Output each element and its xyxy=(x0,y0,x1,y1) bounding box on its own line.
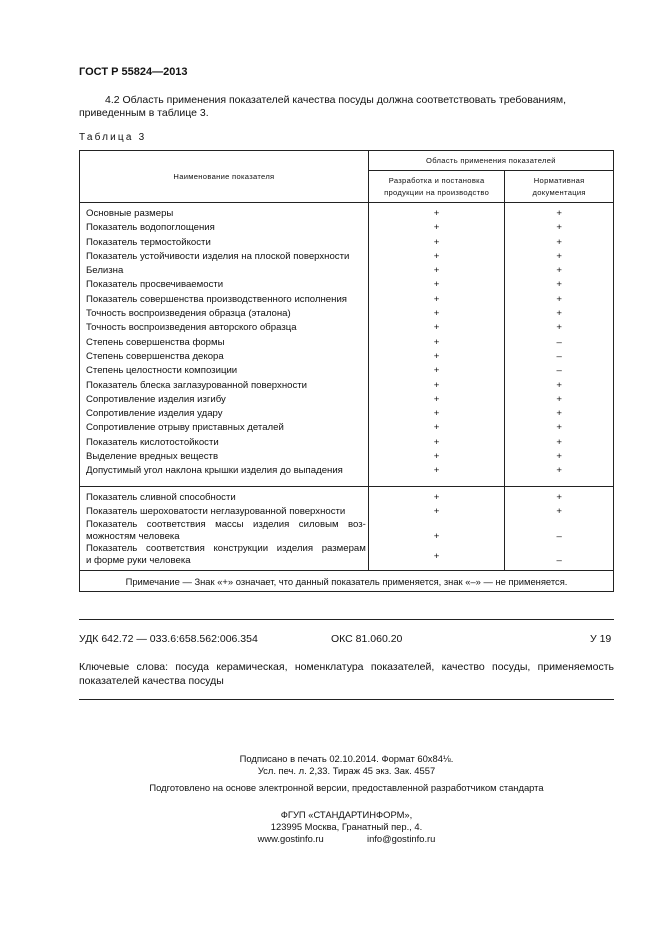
table-row xyxy=(80,307,614,321)
indicator-name: Сопротивление отрыву приставных деталей xyxy=(80,421,369,435)
intro-line-2: приведенным в таблице 3. xyxy=(79,107,209,119)
table-section-1 xyxy=(80,203,614,487)
table-row xyxy=(80,278,614,292)
development-mark: + xyxy=(368,221,504,235)
development-mark: + xyxy=(368,250,504,264)
normative-mark: + xyxy=(505,250,614,264)
normative-mark: + xyxy=(505,293,614,307)
indicator-name: Показатель устойчивости изделия на плоской поверхности xyxy=(80,250,369,264)
table-row xyxy=(80,250,614,264)
table-row: Показатель соответствия массы изделия силовым воз- можностям человека + – xyxy=(80,519,614,543)
development-mark: + xyxy=(368,436,504,450)
divider-line xyxy=(79,699,614,700)
normative-mark: + xyxy=(505,505,614,519)
indicator-name: Основные размеры xyxy=(80,207,369,221)
normative-mark: – xyxy=(505,364,614,378)
normative-mark: + xyxy=(505,379,614,393)
table-row xyxy=(80,236,614,250)
indicator-name: Степень совершенства формы xyxy=(80,336,369,350)
development-mark: + xyxy=(368,450,504,464)
normative-mark: + xyxy=(505,264,614,278)
indicator-name: Допустимый угол наклона крышки изделия до выпадения xyxy=(80,464,369,478)
indicators-table xyxy=(79,150,614,592)
prepared-info: Подготовлено на основе электронной версии, предоставленной разработчиком стандарта xyxy=(149,782,544,793)
normative-mark: + xyxy=(505,407,614,421)
print-info: Усл. печ. л. 2,33. Тираж 45 экз. Зак. 4557 xyxy=(257,765,436,776)
table-row xyxy=(80,450,614,464)
udk-code: УДК 642.72 — 033.6:658.562:006.354 xyxy=(79,633,258,645)
publisher-name: ФГУП «СТАНДАРТИНФОРМ», xyxy=(280,809,413,820)
table-row xyxy=(80,321,614,335)
development-mark: + xyxy=(368,236,504,250)
development-mark: + xyxy=(368,307,504,321)
development-mark: + xyxy=(368,364,504,378)
oks-code: ОКС 81.060.20 xyxy=(331,633,403,645)
development-mark: + xyxy=(368,264,504,278)
website-link[interactable]: www.gostinfo.ru xyxy=(257,833,324,844)
table-row xyxy=(80,491,614,505)
normative-mark: + xyxy=(505,436,614,450)
table-row xyxy=(80,421,614,435)
development-mark: + xyxy=(368,336,504,350)
normative-mark: + xyxy=(505,393,614,407)
email-link[interactable]: info@gostinfo.ru xyxy=(366,833,436,844)
table-row xyxy=(80,221,614,235)
normative-mark: + xyxy=(505,236,614,250)
table-section-2 xyxy=(80,486,614,519)
indicator-name: Сопротивление изделия удару xyxy=(80,407,369,421)
normative-mark: + xyxy=(505,421,614,435)
indicator-name: Показатель кислотостойкости xyxy=(80,436,369,450)
publisher-address: 123995 Москва, Гранатный пер., 4. xyxy=(270,821,423,832)
table-row xyxy=(80,379,614,393)
publisher-contacts xyxy=(79,833,614,845)
indicator-name: Выделение вредных веществ xyxy=(80,450,369,464)
development-mark: + xyxy=(368,393,504,407)
normative-mark: + xyxy=(505,464,614,478)
indicator-name: Точность воспроизведения образца (эталона) xyxy=(80,307,369,321)
normative-mark: + xyxy=(505,491,614,505)
normative-mark: + xyxy=(505,321,614,335)
table-row xyxy=(80,293,614,307)
table-row xyxy=(80,207,614,221)
table-row xyxy=(80,336,614,350)
normative-mark: + xyxy=(505,278,614,292)
development-mark: + xyxy=(368,407,504,421)
indicator-name: Степень целостности композиции xyxy=(80,364,369,378)
development-mark: + xyxy=(368,421,504,435)
column-header-name: Наименование показателя xyxy=(80,151,369,203)
table-note: Примечание — Знак «+» означает, что данный показатель применяется, знак «–» — не применяется. xyxy=(80,571,614,592)
column-header-scope: Область применения показателей xyxy=(368,151,613,171)
divider-line xyxy=(79,619,614,620)
column-header-normative: Нормативная документация xyxy=(505,171,614,203)
normative-mark: + xyxy=(505,307,614,321)
indicator-name: Белизна xyxy=(80,264,369,278)
indicator-name: Показатель сливной способности xyxy=(80,491,369,505)
table-row xyxy=(80,464,614,478)
indicator-name: Показатель термостойкости xyxy=(80,236,369,250)
normative-mark: – xyxy=(505,350,614,364)
table-row xyxy=(80,364,614,378)
development-mark: + xyxy=(368,491,504,505)
table-row: Показатель соответствия конструкции изделия размерам и форме руки человека + – xyxy=(80,543,614,571)
signed-info: Подписано в печать 02.10.2014. Формат 60х84⅛. xyxy=(239,753,454,764)
development-mark: + xyxy=(368,293,504,307)
classifier-code: У 19 xyxy=(590,633,612,645)
development-mark: + xyxy=(368,379,504,393)
indicator-name: Точность воспроизведения авторского образца xyxy=(80,321,369,335)
normative-mark: + xyxy=(505,450,614,464)
development-mark: + xyxy=(368,207,504,221)
indicator-name: Показатель блеска заглазурованной поверхности xyxy=(80,379,369,393)
indicator-name: Сопротивление изделия изгибу xyxy=(80,393,369,407)
intro-paragraph xyxy=(79,94,613,120)
column-header-development: Разработка и постановка продукции на производство xyxy=(368,171,504,203)
indicator-name: Показатель совершенства производственного исполнения xyxy=(80,293,369,307)
table-row xyxy=(80,264,614,278)
table-caption: Таблица 3 xyxy=(79,132,147,143)
table-row xyxy=(80,350,614,364)
normative-mark: – xyxy=(505,336,614,350)
development-mark: + xyxy=(368,321,504,335)
normative-mark: + xyxy=(505,221,614,235)
table-row xyxy=(80,505,614,519)
development-mark: + xyxy=(368,505,504,519)
table-row xyxy=(80,436,614,450)
indicator-name: Степень совершенства декора xyxy=(80,350,369,364)
table-row xyxy=(80,393,614,407)
development-mark: + xyxy=(368,278,504,292)
indicator-name: Показатель водопоглощения xyxy=(80,221,369,235)
table-row xyxy=(80,407,614,421)
indicator-name: Показатель шероховатости неглазурованной поверхности xyxy=(80,505,369,519)
development-mark: + xyxy=(368,350,504,364)
intro-line-1: 4.2 Область применения показателей качества посуды должна соответствовать требованиям, xyxy=(105,94,567,106)
document-id: ГОСТ Р 55824—2013 xyxy=(79,66,188,78)
table-note-row xyxy=(80,571,614,592)
keywords: Ключевые слова: посуда керамическая, номенклатура показателей, качество посуды, применяемость показателей качества посуды xyxy=(79,661,614,687)
normative-mark: + xyxy=(505,207,614,221)
development-mark: + xyxy=(368,464,504,478)
indicator-name: Показатель просвечиваемости xyxy=(80,278,369,292)
